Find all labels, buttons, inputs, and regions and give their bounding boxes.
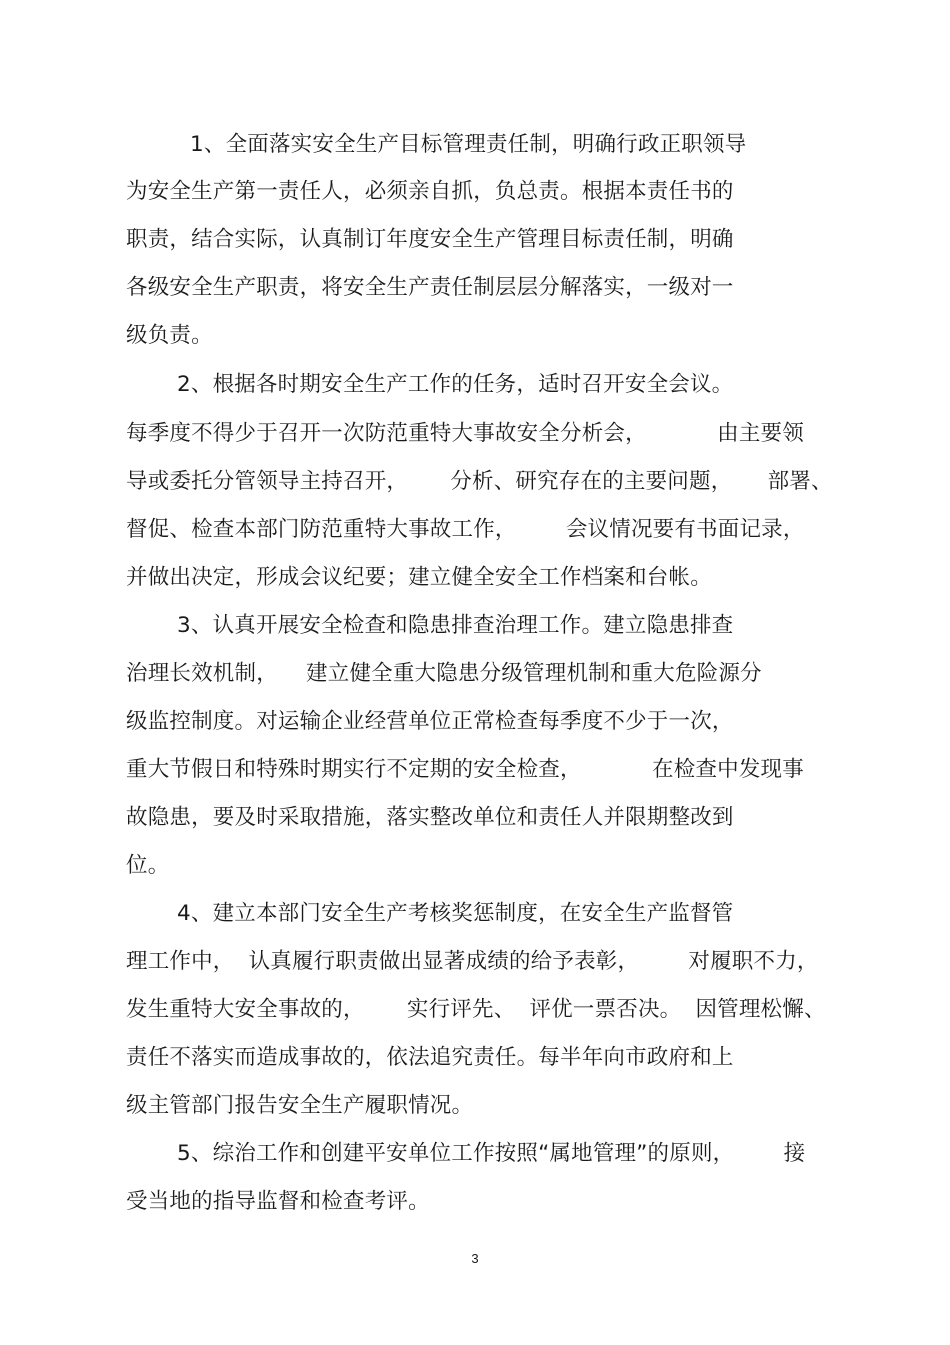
paragraph-2-line-5: 并做出决定，形成会议纪要；建立健全安全工作档案和台帐。: [126, 565, 712, 590]
paragraph-3-line-6: 位。: [126, 853, 170, 878]
page-number: 3: [471, 1251, 479, 1266]
paragraph-3-line-1: 3、认真开展安全检查和隐患排查治理工作。建立隐患排查: [177, 613, 734, 638]
paragraph-2-line-1: 2、根据各时期安全生产工作的任务，适时召开安全会议。: [177, 372, 734, 397]
paragraph-3-line-4: 重大节假日和特殊时期实行不定期的安全检查， 在检查中发现事: [126, 757, 804, 782]
paragraph-3-line-2: 治理长效机制， 建立健全重大隐患分级管理机制和重大危险源分: [126, 661, 762, 686]
paragraph-2-line-2: 每季度不得少于召开一次防范重特大事故安全分析会， 由主要领: [126, 421, 804, 446]
paragraph-1-line-4: 各级安全生产职责，将安全生产责任制层层分解落实，一级对一: [126, 275, 734, 300]
paragraph-4-line-1: 4、建立本部门安全生产考核奖惩制度，在安全生产监督管: [177, 901, 734, 926]
paragraph-1-line-1: 1、全面落实安全生产目标管理责任制，明确行政正职领导: [190, 132, 747, 157]
paragraph-5-line-1: 5、综治工作和创建平安单位工作按照“属地管理”的原则， 接: [177, 1141, 806, 1166]
paragraph-4-line-4: 责任不落实而造成事故的，依法追究责任。每半年向市政府和上: [126, 1045, 734, 1070]
paragraph-4-line-2: 理工作中， 认真履行职责做出显著成绩的给予表彰， 对履职不力，: [126, 949, 819, 974]
paragraph-3-line-5: 故隐患，要及时采取措施，落实整改单位和责任人并限期整改到: [126, 805, 734, 830]
paragraph-2-line-3: 导或委托分管领导主持召开， 分析、研究存在的主要问题， 部署、: [126, 469, 833, 494]
paragraph-1-line-2: 为安全生产第一责任人，必须亲自抓，负总责。根据本责任书的: [126, 179, 734, 204]
paragraph-3-line-3: 级监控制度。对运输企业经营单位正常检查每季度不少于一次，: [126, 709, 734, 734]
paragraph-4-line-5: 级主管部门报告安全生产履职情况。: [126, 1093, 474, 1118]
paragraph-2-line-4: 督促、检查本部门防范重特大事故工作， 会议情况要有书面记录，: [126, 517, 805, 542]
paragraph-5-line-2: 受当地的指导监督和检查考评。: [126, 1189, 430, 1214]
paragraph-4-line-3: 发生重特大安全事故的， 实行评先、 评优一票否决。 因管理松懈、: [126, 997, 826, 1022]
paragraph-1-line-3: 职责，结合实际，认真制订年度安全生产管理目标责任制，明确: [126, 227, 734, 252]
paragraph-1-line-5: 级负责。: [126, 323, 213, 348]
